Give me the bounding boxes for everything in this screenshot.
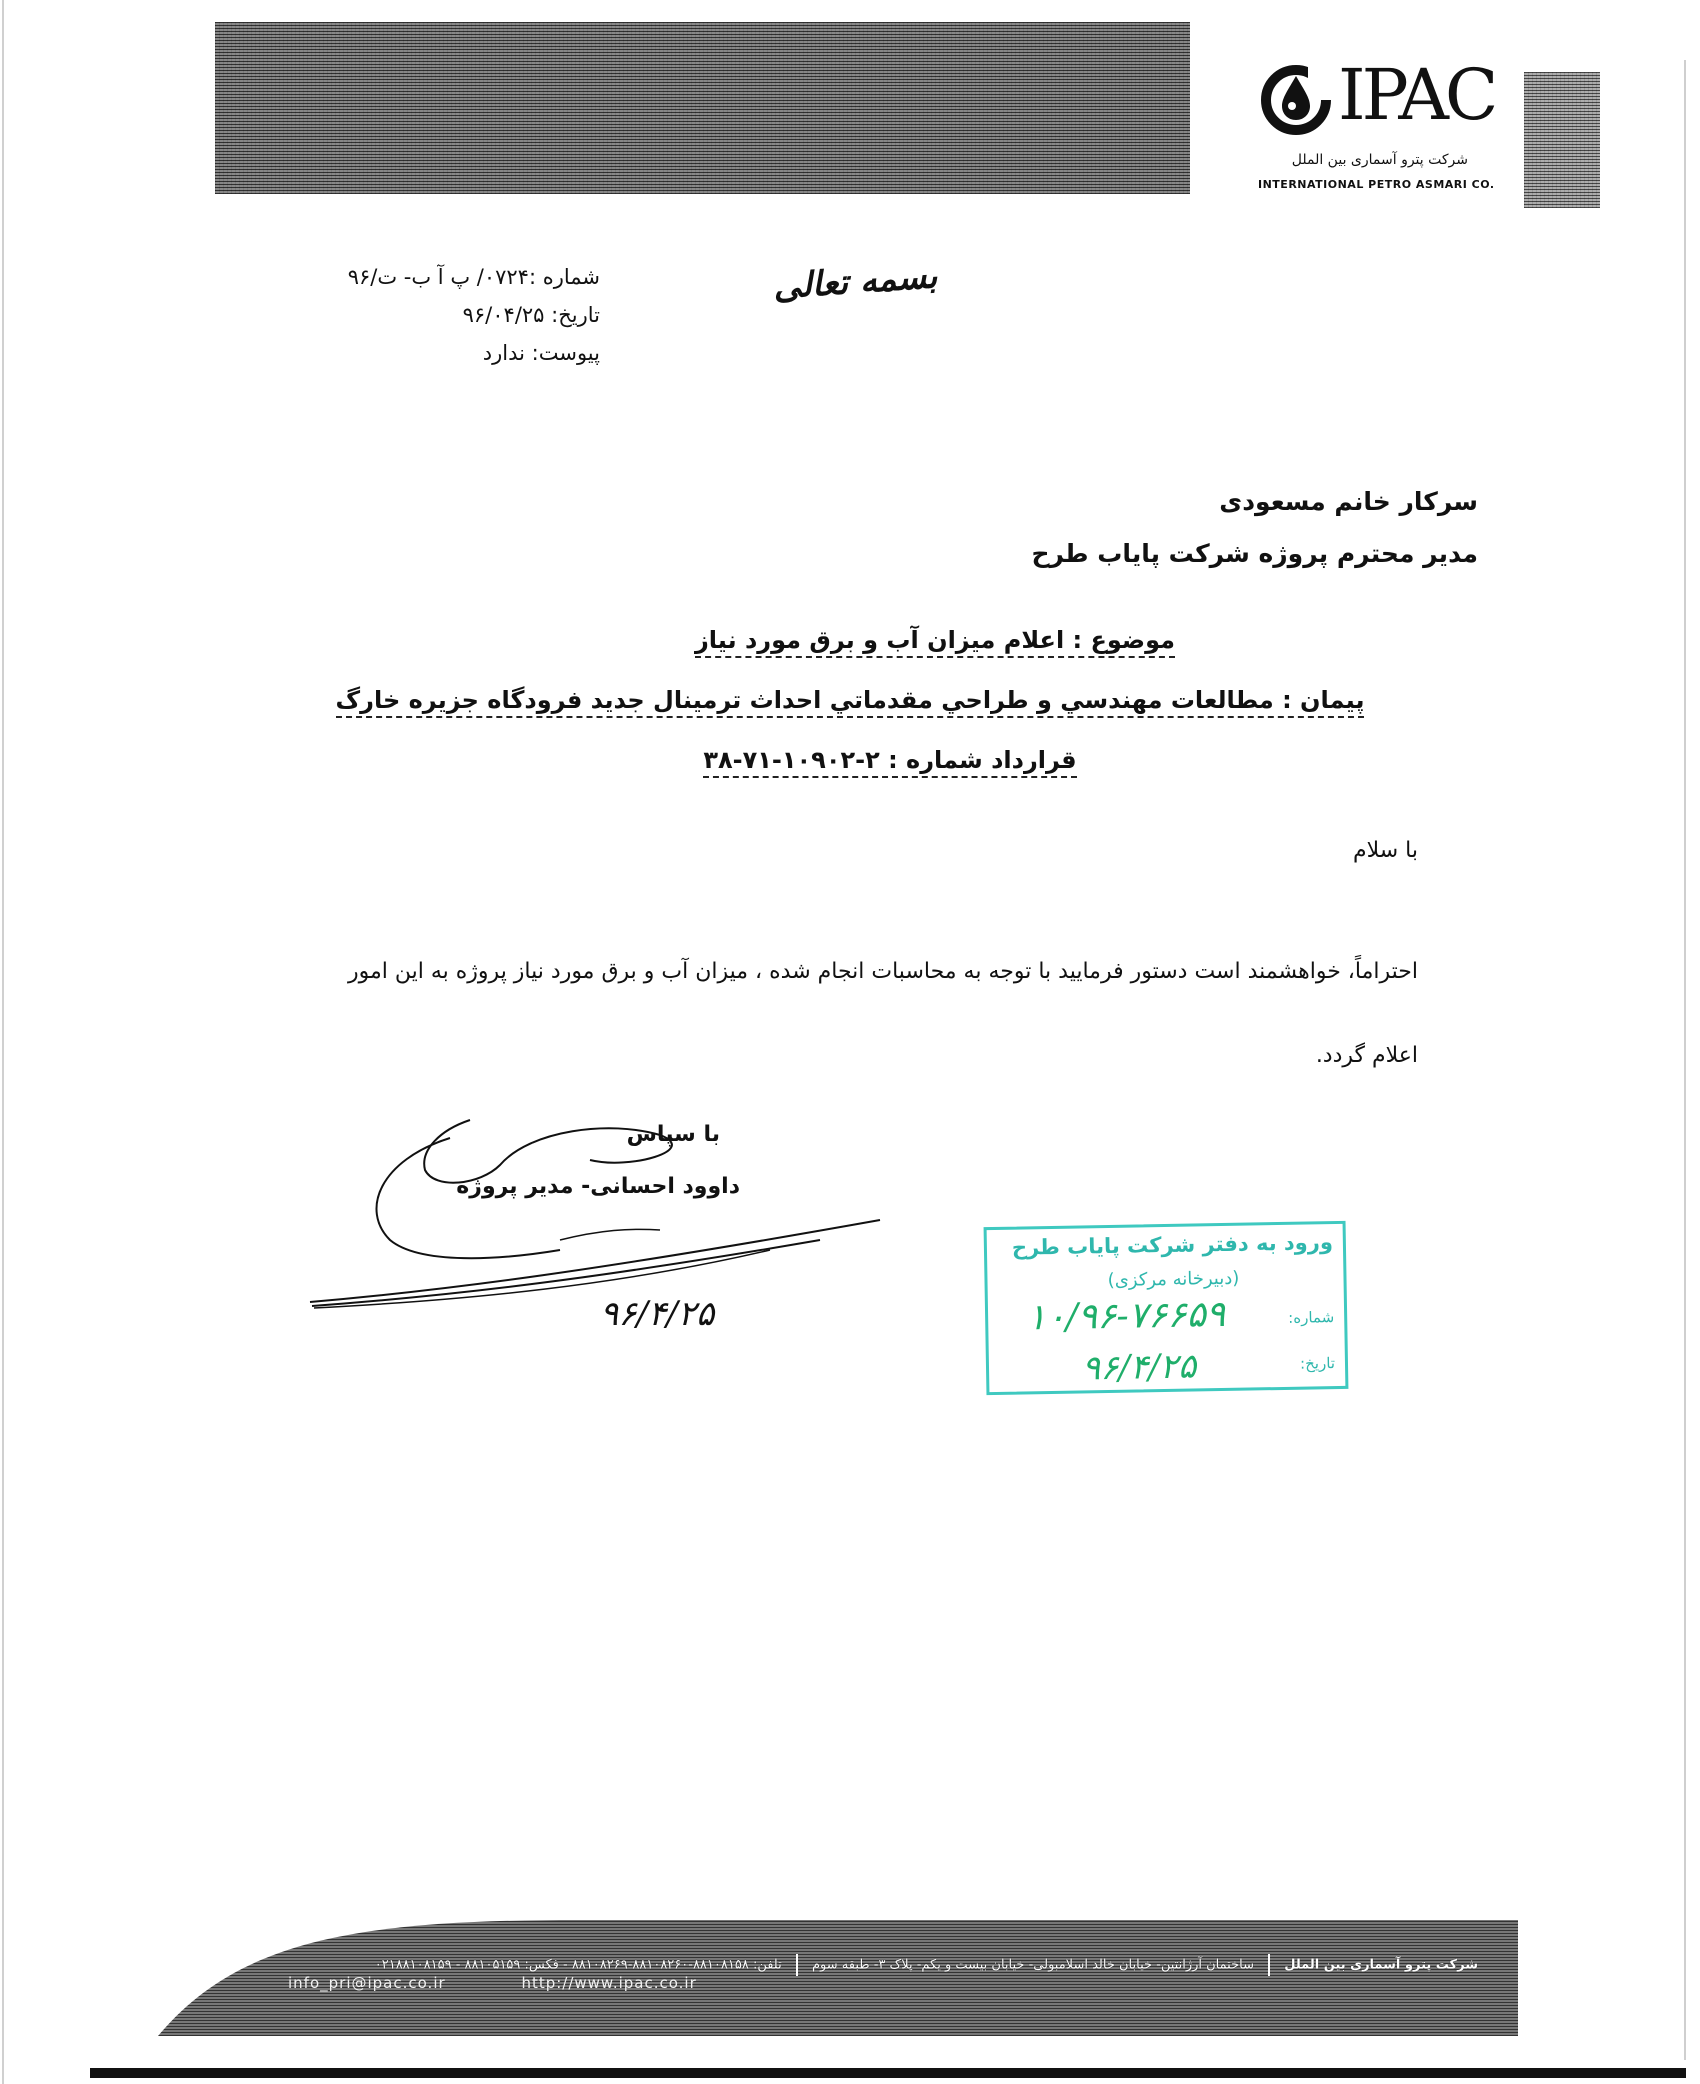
page-edge <box>1684 60 1686 2060</box>
stamp-number-value: ۱۰/۹۶-۷۶۶۵۹ <box>1026 1293 1226 1339</box>
subject-block <box>330 610 1370 790</box>
footer-separator <box>1268 1954 1270 1976</box>
stamp-date-label: تاریخ: <box>1299 1354 1336 1373</box>
logo-text: IPAC <box>1338 54 1495 136</box>
letter-number: شماره :۰۷۲۴/ پ آ ب- ت/۹۶ <box>347 265 600 289</box>
header-banner <box>215 22 1190 194</box>
footer-address-line <box>218 1954 1478 1976</box>
basmala: بسمه تعالی <box>771 256 939 308</box>
letter-meta <box>280 258 600 372</box>
letter-body: احتراماً، خواهشمند است دستور فرمایید با توجه به محاسبات انجام شده ، میزان آب و برق مورد نیاز پروژه به این امور اعلام گردد. <box>348 959 1418 1068</box>
footer-phone: تلفن: ۸۸۱۰۸۱۵۸-۸۸۱۰۸۲۶۰-۸۸۱۰۸۲۶۹ - فکس: ۸۸۱۰۵۱۵۹ - ۰۲۱۸۸۱۰۸۱۵۹ <box>374 1957 782 1973</box>
recipient-name: سرکار خانم مسعودی <box>1219 487 1478 516</box>
company-logo <box>1258 54 1495 206</box>
footer-company: شرکت پترو آسماری بین الملل <box>1284 1957 1478 1973</box>
drop-icon <box>1258 56 1338 140</box>
subject-line: موضوع : اعلام میزان آب و برق مورد نیاز <box>695 626 1175 658</box>
recipient-title: مدیر محترم پروژه شرکت پایاب طرح <box>1031 539 1478 568</box>
stamp-date-value: ۹۶/۴/۲۵ <box>1081 1346 1197 1389</box>
letter-attachment: پیوست: ندارد <box>482 341 600 365</box>
logo-english-name: INTERNATIONAL PETRO ASMARI CO. <box>1258 178 1495 191</box>
handwritten-date: ۹۶/۴/۲۵ <box>600 1294 715 1334</box>
footer-address: ساختمان آرژانتین- خیابان خالد اسلامبولی- خیابان بیست و یکم- پلاک ۳- طبقه سوم <box>812 1957 1254 1973</box>
receipt-stamp <box>984 1221 1349 1395</box>
page-edge <box>2 0 4 2084</box>
footer-separator <box>796 1954 798 1976</box>
letter-date: تاریخ: ۹۶/۰۴/۲۵ <box>462 303 600 327</box>
footer-url[interactable]: http://www.ipac.co.ir <box>521 1974 697 1992</box>
footer-contact-line <box>288 1974 697 1992</box>
side-block <box>1524 72 1600 208</box>
stamp-subtitle: (دبیرخانه مرکزی) <box>1107 1267 1240 1292</box>
logo-persian-name: شرکت پترو آسماری بین الملل <box>1291 152 1468 168</box>
stamp-number-label: شماره: <box>1288 1308 1335 1327</box>
signatory-name: داوود احسانی- مدیر پروژه <box>456 1174 740 1199</box>
footer-email[interactable]: info_pri@ipac.co.ir <box>288 1974 446 1992</box>
contract-title: پیمان : مطالعات مهندسي و طراحي مقدماتي احداث ترمينال جديد فرودگاه جزيره خارگ <box>336 686 1365 718</box>
page-edge <box>90 2068 1686 2078</box>
greeting: با سلام <box>1352 838 1418 863</box>
recipient <box>578 476 1478 580</box>
closing-thanks: با سپاس <box>626 1122 720 1147</box>
letterhead-footer <box>158 1900 1518 2036</box>
contract-number: قرارداد شماره : ۲-۱۰۹۰۲-۷۱-۳۸ <box>703 746 1076 778</box>
stamp-title: ورود به دفتر شرکت پایاب طرح <box>1011 1230 1334 1260</box>
